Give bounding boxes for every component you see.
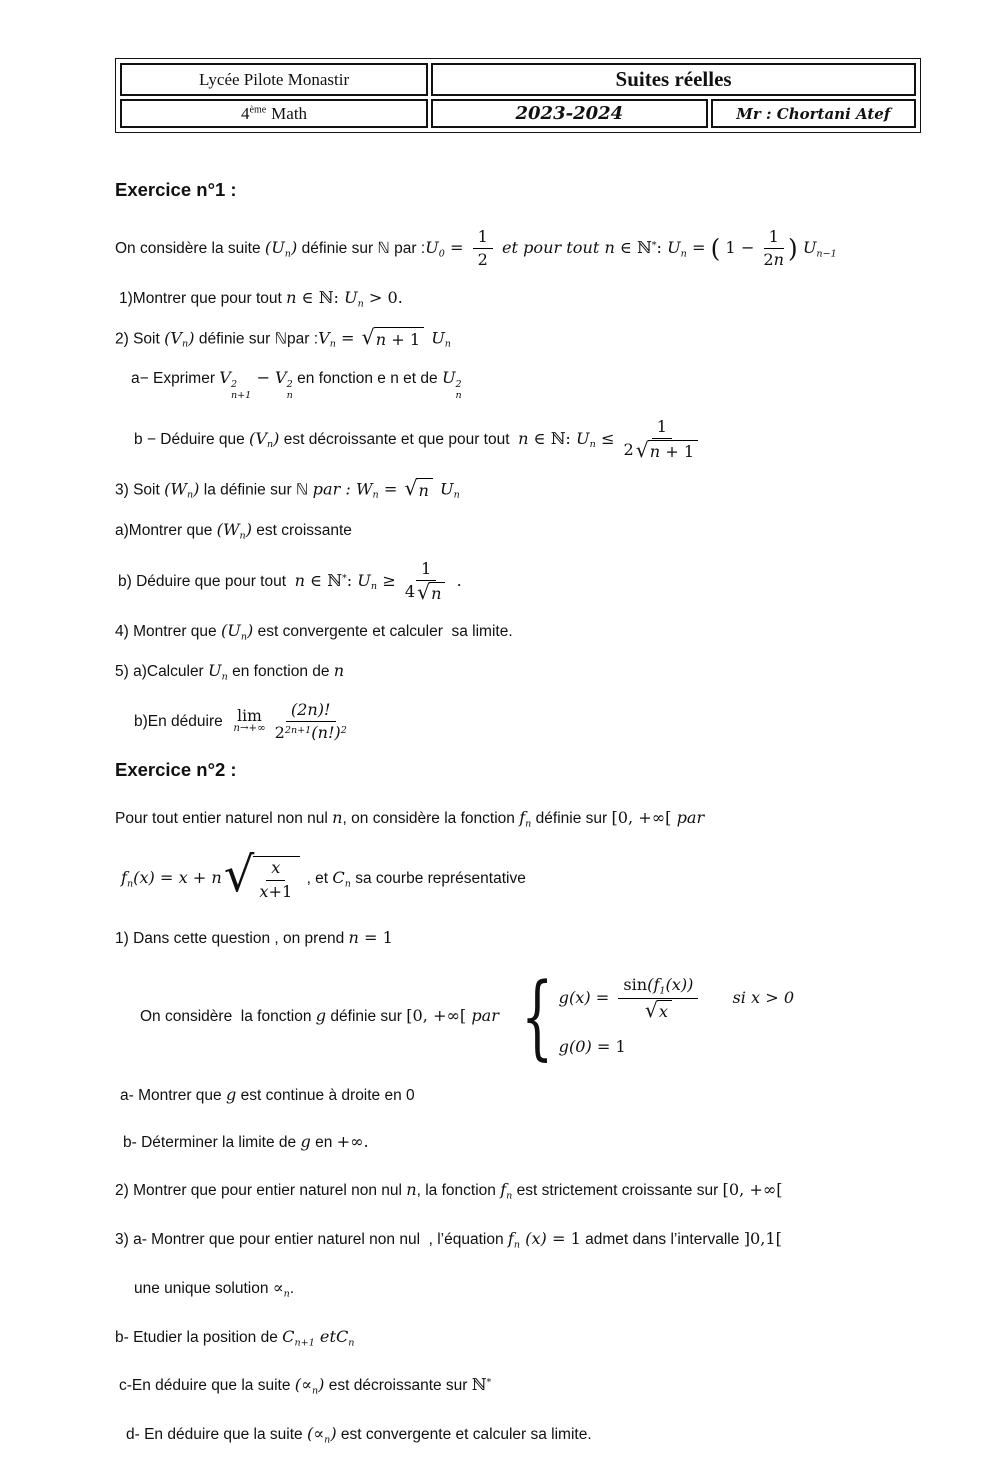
- math-run: C: [332, 868, 345, 888]
- math-run: n: [649, 441, 661, 461]
- text-line: [115, 324, 932, 352]
- math-run: ): [188, 327, 195, 347]
- text-line: [115, 1084, 932, 1107]
- subscript: n: [455, 389, 462, 401]
- paren: (: [710, 233, 721, 263]
- math-run: = 1: [546, 1228, 581, 1248]
- numerator: [266, 858, 285, 880]
- subscript: n: [680, 248, 687, 260]
- subscript: n: [283, 1288, 290, 1300]
- radicand: [253, 856, 300, 902]
- math-run: ∈ ℕ: [619, 237, 652, 257]
- text-run: b) Déduire que pour tout: [118, 572, 295, 590]
- text-line: [115, 1374, 932, 1398]
- text-run: Pour tout entier naturel non nul: [115, 810, 333, 828]
- math-run: x: [178, 868, 188, 888]
- math-run: [0, +∞[: [722, 1180, 783, 1200]
- math-run: g(x): [558, 988, 591, 1008]
- math-run: 4: [404, 581, 416, 601]
- header-table: [115, 58, 921, 133]
- radical-icon: √: [404, 476, 418, 501]
- superscript: *: [486, 1377, 492, 1389]
- text-run: définie sur ℕ par :: [297, 239, 426, 257]
- text-line: [115, 700, 932, 744]
- subscript: n+1: [294, 1336, 315, 1348]
- math-run: (U: [220, 621, 241, 641]
- text-run: , la fonction: [416, 1182, 501, 1200]
- math-run: +1: [268, 881, 293, 901]
- math-run: 2: [763, 250, 774, 270]
- subscript: n−1: [816, 248, 837, 260]
- fraction: [763, 227, 784, 271]
- math-run: U: [434, 479, 454, 499]
- text-run: 5) a)Calculer: [115, 662, 209, 680]
- math-run: (x): [520, 1228, 547, 1248]
- text-line: [115, 227, 932, 271]
- math-run: C: [282, 1326, 295, 1346]
- math-run: .: [451, 570, 462, 590]
- subscript: n: [182, 338, 189, 350]
- brace-icon: {: [521, 962, 554, 1070]
- math-run: (∝: [306, 1424, 325, 1444]
- math-run: (V: [164, 327, 183, 347]
- math-run: g(0): [558, 1037, 592, 1057]
- radical-icon: √: [361, 324, 375, 349]
- text-run: définie sur: [531, 810, 612, 828]
- subscript: n: [324, 1434, 331, 1446]
- superscript: 2: [340, 725, 347, 737]
- header-class: [120, 99, 428, 128]
- math-run: ∝: [272, 1277, 284, 1297]
- text-line: [115, 660, 932, 684]
- square-root: [361, 324, 424, 352]
- math-run: (∝: [294, 1375, 312, 1395]
- subscript: n: [240, 631, 248, 643]
- text-run: est continue à droite en 0: [236, 1086, 415, 1104]
- subscript: n: [239, 530, 246, 542]
- text-run: est convergente et calculer sa limite.: [336, 1426, 592, 1444]
- subscript: n: [311, 1385, 319, 1397]
- text-run: c-En déduire que la suite: [119, 1377, 295, 1395]
- subscript: n: [266, 438, 274, 450]
- subscript: n: [286, 389, 293, 401]
- math-run: ): [290, 237, 298, 257]
- fraction: [275, 700, 347, 744]
- math-run: = 1: [358, 927, 393, 947]
- case-row: [559, 975, 794, 1023]
- text-run: la définie sur ℕ: [199, 481, 313, 499]
- text-line: [115, 620, 932, 644]
- math-run: ∈ ℕ:: [528, 428, 576, 448]
- text-line: [115, 519, 932, 543]
- math-run: =: [686, 237, 711, 257]
- math-run: U: [667, 237, 681, 257]
- numerator: [416, 559, 436, 581]
- radicand: [657, 1000, 672, 1022]
- text-line: [115, 1228, 932, 1252]
- square-root: [417, 579, 445, 604]
- math-run: U: [208, 660, 222, 680]
- class-label: Math: [271, 103, 308, 123]
- math-run: ): [193, 479, 200, 499]
- case-rows: [559, 975, 794, 1059]
- math-run: U: [575, 428, 590, 448]
- denominator: [643, 999, 674, 1022]
- denominator: [259, 881, 292, 902]
- subscript: n: [370, 580, 378, 592]
- math-run: :: [656, 237, 668, 257]
- math-run: U: [425, 237, 439, 257]
- text-run: 2) Soit: [115, 329, 165, 347]
- math-run: n: [348, 927, 359, 947]
- math-run: x: [271, 858, 281, 878]
- radical-icon: √: [635, 437, 649, 462]
- class-ordinal: ème: [249, 103, 267, 115]
- radicand: [416, 478, 432, 503]
- math-run: (n!): [311, 723, 341, 743]
- math-run: =: [154, 868, 179, 888]
- subscript: n: [348, 1336, 355, 1348]
- text-run: d- En déduire que la suite: [126, 1426, 307, 1444]
- math-run: g: [300, 1132, 311, 1152]
- math-run: (W: [164, 479, 187, 499]
- math-run: 1: [768, 227, 779, 246]
- radical-icon: √: [417, 579, 431, 604]
- exercise-1-lines: [115, 227, 932, 743]
- numerator: [618, 975, 698, 999]
- math-run: ): [318, 1375, 325, 1395]
- square-root: [404, 478, 432, 503]
- math-run: ≥: [377, 570, 401, 590]
- text-run: 3) Soit: [115, 481, 165, 499]
- text-run: On considère la fonction: [140, 1007, 316, 1025]
- math-run: V: [219, 368, 231, 388]
- subscript: n+1: [230, 389, 252, 401]
- denominator: [405, 581, 448, 604]
- text-run: .: [289, 1279, 295, 1297]
- limit-operator: lim: [237, 707, 262, 726]
- subscript: n: [372, 489, 379, 501]
- denominator: [275, 722, 347, 743]
- math-run: W: [355, 479, 373, 499]
- radical-icon: √: [644, 998, 658, 1023]
- text-line: [115, 478, 932, 503]
- math-run: etC: [314, 1326, 349, 1346]
- text-run: b- Déterminer la limite de: [123, 1134, 301, 1152]
- text-run: a)Montrer que: [115, 521, 217, 539]
- text-line: [115, 287, 932, 311]
- math-run: ): [273, 428, 280, 448]
- fraction: [473, 227, 493, 271]
- superscript: *: [341, 572, 347, 584]
- subscript: n: [186, 489, 194, 501]
- math-run: n: [332, 808, 343, 828]
- worksheet-page: [0, 58, 992, 1447]
- math-run: x: [658, 1002, 668, 1022]
- text-run: une unique solution: [134, 1279, 273, 1297]
- math-run: n: [418, 481, 429, 501]
- math-run: n: [406, 1180, 417, 1200]
- math-run: (W: [216, 519, 240, 539]
- math-run: U: [344, 287, 358, 307]
- math-run: 1: [421, 558, 432, 578]
- math-run: n: [286, 287, 297, 307]
- math-run: + 1: [660, 441, 695, 461]
- limit-subscript: n→+∞: [233, 723, 266, 735]
- math-run: ∈ ℕ:: [296, 287, 344, 307]
- math-run: ∈ ℕ: [305, 570, 342, 590]
- math-run: U: [426, 327, 445, 347]
- fraction: [618, 975, 698, 1023]
- math-run: (2n)!: [290, 699, 331, 719]
- square-root: [635, 437, 698, 462]
- header-doc-title: Suites réelles: [431, 63, 916, 96]
- math-run: V: [275, 368, 287, 388]
- text-run: On considère la suite: [115, 239, 265, 257]
- text-run: a− Exprimer: [131, 370, 220, 388]
- numerator: [764, 227, 784, 249]
- text-run: 2) Montrer que pour entier naturel non nul: [115, 1182, 407, 1200]
- text-run: a- Montrer que: [120, 1086, 226, 1104]
- square-root: [223, 847, 300, 904]
- radical-icon: √: [223, 847, 255, 904]
- sup-sub-stack: [231, 380, 251, 400]
- math-run: =: [378, 479, 403, 499]
- text-run: est strictement croissante sur: [512, 1182, 723, 1200]
- math-run: 2: [477, 250, 488, 270]
- subscript: n: [589, 438, 596, 450]
- radicand: [374, 327, 424, 352]
- subscript: n: [221, 671, 228, 683]
- math-run: n: [773, 250, 785, 270]
- radicand: [648, 440, 698, 462]
- subscript: n: [506, 1190, 513, 1202]
- subscript: 0: [438, 248, 445, 260]
- text-line: [115, 962, 932, 1070]
- text-line: [115, 1179, 932, 1203]
- text-line: [115, 367, 932, 400]
- superscript: *: [651, 240, 657, 252]
- piecewise-cases: [508, 962, 795, 1070]
- subscript: n: [357, 298, 364, 310]
- math-run: [0, +∞[: [406, 1005, 472, 1025]
- subscript: n: [284, 248, 291, 260]
- subscript: n: [126, 878, 134, 890]
- numerator: [286, 700, 336, 722]
- text-line: [115, 1423, 932, 1447]
- math-run: f: [519, 808, 526, 828]
- math-run: f: [500, 1180, 507, 1200]
- math-run: =: [444, 237, 469, 257]
- text-line: [115, 417, 932, 463]
- math-run: (U: [264, 237, 285, 257]
- math-run: n: [375, 329, 387, 349]
- denominator: [624, 439, 701, 462]
- text-run: sa courbe représentative: [350, 870, 526, 888]
- sup-sub-stack: [456, 380, 462, 400]
- math-run: 2: [274, 723, 285, 743]
- numerator: [652, 417, 672, 439]
- worksheet-body: [115, 179, 932, 1447]
- math-run: ): [247, 621, 254, 641]
- subscript: n: [525, 818, 532, 830]
- text-line: [115, 559, 932, 605]
- text-run: , et: [302, 870, 333, 888]
- text-run: définie sur ℕpar :: [194, 329, 319, 347]
- header-teacher: Mr : Chortani Atef: [711, 99, 916, 128]
- math-run: sin: [623, 974, 648, 994]
- text-run: définie sur: [326, 1007, 407, 1025]
- text-run: 4) Montrer que: [115, 623, 221, 641]
- math-run: par: [676, 808, 705, 828]
- math-run: f: [507, 1228, 514, 1248]
- math-run: 1 −: [720, 237, 760, 257]
- math-run: 1: [656, 416, 667, 436]
- math-run: ≤: [595, 428, 620, 448]
- text-run: en fonction de: [227, 662, 334, 680]
- math-run: [0, +∞[: [611, 808, 677, 828]
- math-run: V: [318, 327, 330, 347]
- subscript: n: [453, 489, 460, 501]
- text-line: [115, 1131, 932, 1154]
- subscript: n: [444, 338, 451, 350]
- text-line: [115, 927, 932, 950]
- superscript: 2: [286, 379, 293, 391]
- math-run: par: [471, 1005, 505, 1025]
- fraction: [624, 417, 701, 463]
- numerator: [473, 227, 493, 249]
- math-run: ℕ: [471, 1375, 487, 1395]
- exercise-2-title: Exercice n°2 :: [115, 759, 237, 781]
- math-run: −: [251, 368, 276, 388]
- case-row: [559, 1036, 794, 1059]
- math-run: 2: [623, 440, 634, 460]
- denominator: [478, 249, 488, 270]
- math-run: x: [259, 881, 269, 901]
- fraction: [405, 559, 448, 605]
- math-run: n: [211, 868, 222, 888]
- text-line: [115, 847, 932, 904]
- text-run: est croissante: [252, 521, 352, 539]
- header-school: Lycée Pilote Monastir: [120, 63, 428, 96]
- math-run: (V: [249, 428, 267, 448]
- subscript: 1: [659, 985, 666, 997]
- text-line: [115, 807, 932, 831]
- text-run: est convergente et calculer sa limite.: [253, 623, 513, 641]
- math-run: + 1: [386, 329, 421, 349]
- text-run: 3) a- Montrer que pour entier naturel non nul , l’équation: [115, 1230, 508, 1248]
- text-run: en: [310, 1134, 337, 1152]
- math-run: +∞.: [336, 1132, 369, 1152]
- math-run: =: [590, 988, 615, 1008]
- text-run: admet dans l’intervalle: [580, 1230, 744, 1248]
- text-run: b − Déduire que: [134, 430, 250, 448]
- text-run: 1)Montrer que pour tout: [119, 289, 287, 307]
- math-run: ): [245, 519, 252, 539]
- math-run: :: [346, 570, 358, 590]
- math-run: 1: [477, 227, 488, 246]
- math-run: ]0,1[: [743, 1228, 782, 1248]
- superscript: 2n+1: [284, 725, 312, 737]
- text-run: est décroissante et que pour tout: [279, 430, 519, 448]
- square-root: [645, 1000, 672, 1022]
- math-run: et pour tout n: [496, 237, 620, 257]
- math-run: (x)): [665, 974, 694, 994]
- text-run: est décroissante sur: [324, 1377, 472, 1395]
- math-run: g: [225, 1084, 237, 1104]
- limit: [233, 708, 265, 735]
- math-run: =: [335, 327, 360, 347]
- math-run: n: [294, 570, 306, 590]
- math-run: f: [121, 868, 127, 888]
- radicand: [429, 582, 445, 604]
- math-run: U: [441, 368, 456, 388]
- fraction: [259, 858, 292, 902]
- text-run: 1) Dans cette question , on prend: [115, 929, 349, 947]
- text-run: , on considère la fonction: [342, 810, 520, 828]
- subscript: n: [329, 338, 336, 350]
- subscript: n: [344, 878, 351, 890]
- math-run: U: [797, 237, 817, 257]
- class-number: 4: [241, 103, 250, 123]
- denominator: [763, 249, 784, 270]
- exercise-2-lines: [115, 807, 932, 1447]
- superscript: 2: [230, 379, 238, 391]
- math-run: n: [333, 660, 345, 680]
- math-run: ): [330, 1424, 337, 1444]
- text-line: [115, 1277, 932, 1301]
- math-run: n: [518, 428, 529, 448]
- text-run: b)En déduire: [134, 712, 232, 730]
- math-run: U: [357, 570, 371, 590]
- math-run: > 0.: [363, 287, 403, 307]
- math-run: (f: [647, 974, 660, 994]
- math-run: g: [315, 1005, 327, 1025]
- math-run: (x): [133, 868, 155, 888]
- exercise-1-title: Exercice n°1 :: [115, 179, 237, 200]
- superscript: 2: [455, 379, 462, 391]
- paren: ): [788, 233, 798, 263]
- text-line: [115, 1326, 932, 1350]
- math-run: n: [431, 583, 442, 603]
- math-run: +: [187, 868, 212, 888]
- text-run: b- Etudier la position de: [115, 1328, 283, 1346]
- math-run: par :: [312, 479, 356, 499]
- subscript: n: [513, 1239, 521, 1251]
- text-run: en fonction e n et de: [292, 370, 442, 388]
- math-run: = 1: [591, 1037, 626, 1057]
- header-year: 2023-2024: [431, 99, 708, 128]
- math-run: si x > 0: [732, 988, 795, 1008]
